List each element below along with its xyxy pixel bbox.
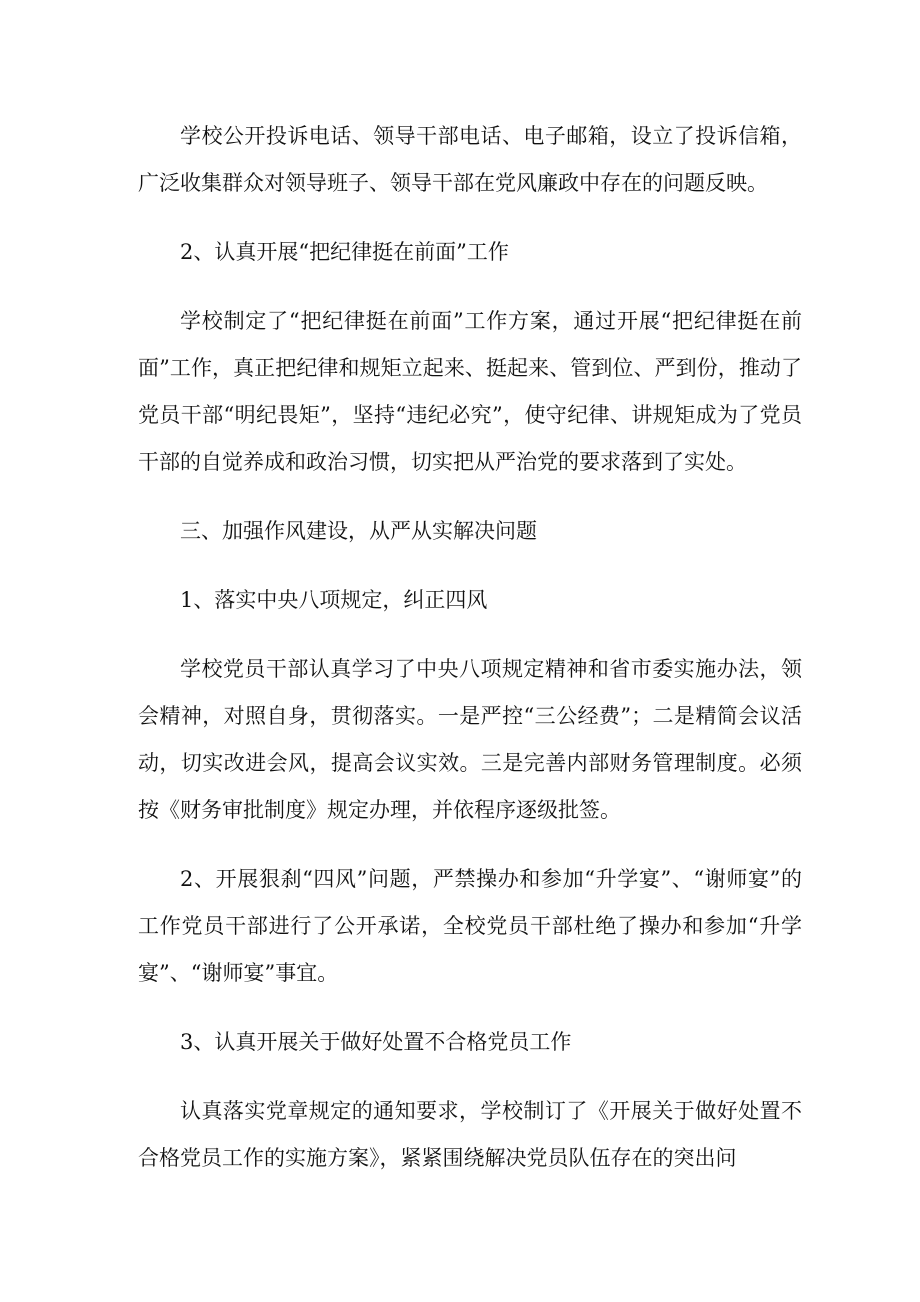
heading-eight-rules: 1、落实中央八项规定，纠正四风: [180, 588, 488, 612]
paragraph-four-winds: 2、开展狠刹“四风”问题，严禁操办和参加“升学宴”、“谢师宴”的工作党员干部进行了公开承诺，全校党员干部杜绝了操办和参加“升学宴”、“谢师宴”事宜。: [138, 867, 802, 985]
section-heading-work-style: 三、加强作风建设，从严从实解决问题: [180, 519, 537, 543]
heading-unqualified-members: 3、认真开展关于做好处置不合格党员工作: [180, 1030, 572, 1054]
paragraph-complaint-channels: 学校公开投诉电话、领导干部电话、电子邮箱，设立了投诉信箱，广泛收集群众对领导班子、领导干部在党风廉政中存在的问题反映。: [138, 124, 802, 195]
paragraph-eight-rules: 学校党员干部认真学习了中央八项规定精神和省市委实施办法，领会精神，对照自身，贯彻落实。一是严控“三公经费”；二是精简会议活动，切实改进会风，提高会议实效。三是完善内部财务管理制度。必须按《财务审批制度》规定办理，并依程序逐级批签。: [138, 657, 802, 822]
paragraph-unqualified-members: 认真落实党章规定的通知要求，学校制订了《开展关于做好处置不合格党员工作的实施方案》，紧紧围绕解决党员队伍存在的突出问: [138, 1099, 802, 1170]
document-body: [138, 113, 802, 1182]
paragraph-discipline-plan: 学校制定了“把纪律挺在前面”工作方案，通过开展“把纪律挺在前面”工作，真正把纪律和规矩立起来、挺起来、管到位、严到份，推动了党员干部“明纪畏矩”，坚持“违纪必究”，使守纪律、讲规矩成为了党员干部的自觉养成和政治习惯，切实把从严治党的要求落到了实处。: [138, 309, 802, 474]
heading-discipline-first: 2、认真开展“把纪律挺在前面”工作: [180, 240, 509, 264]
